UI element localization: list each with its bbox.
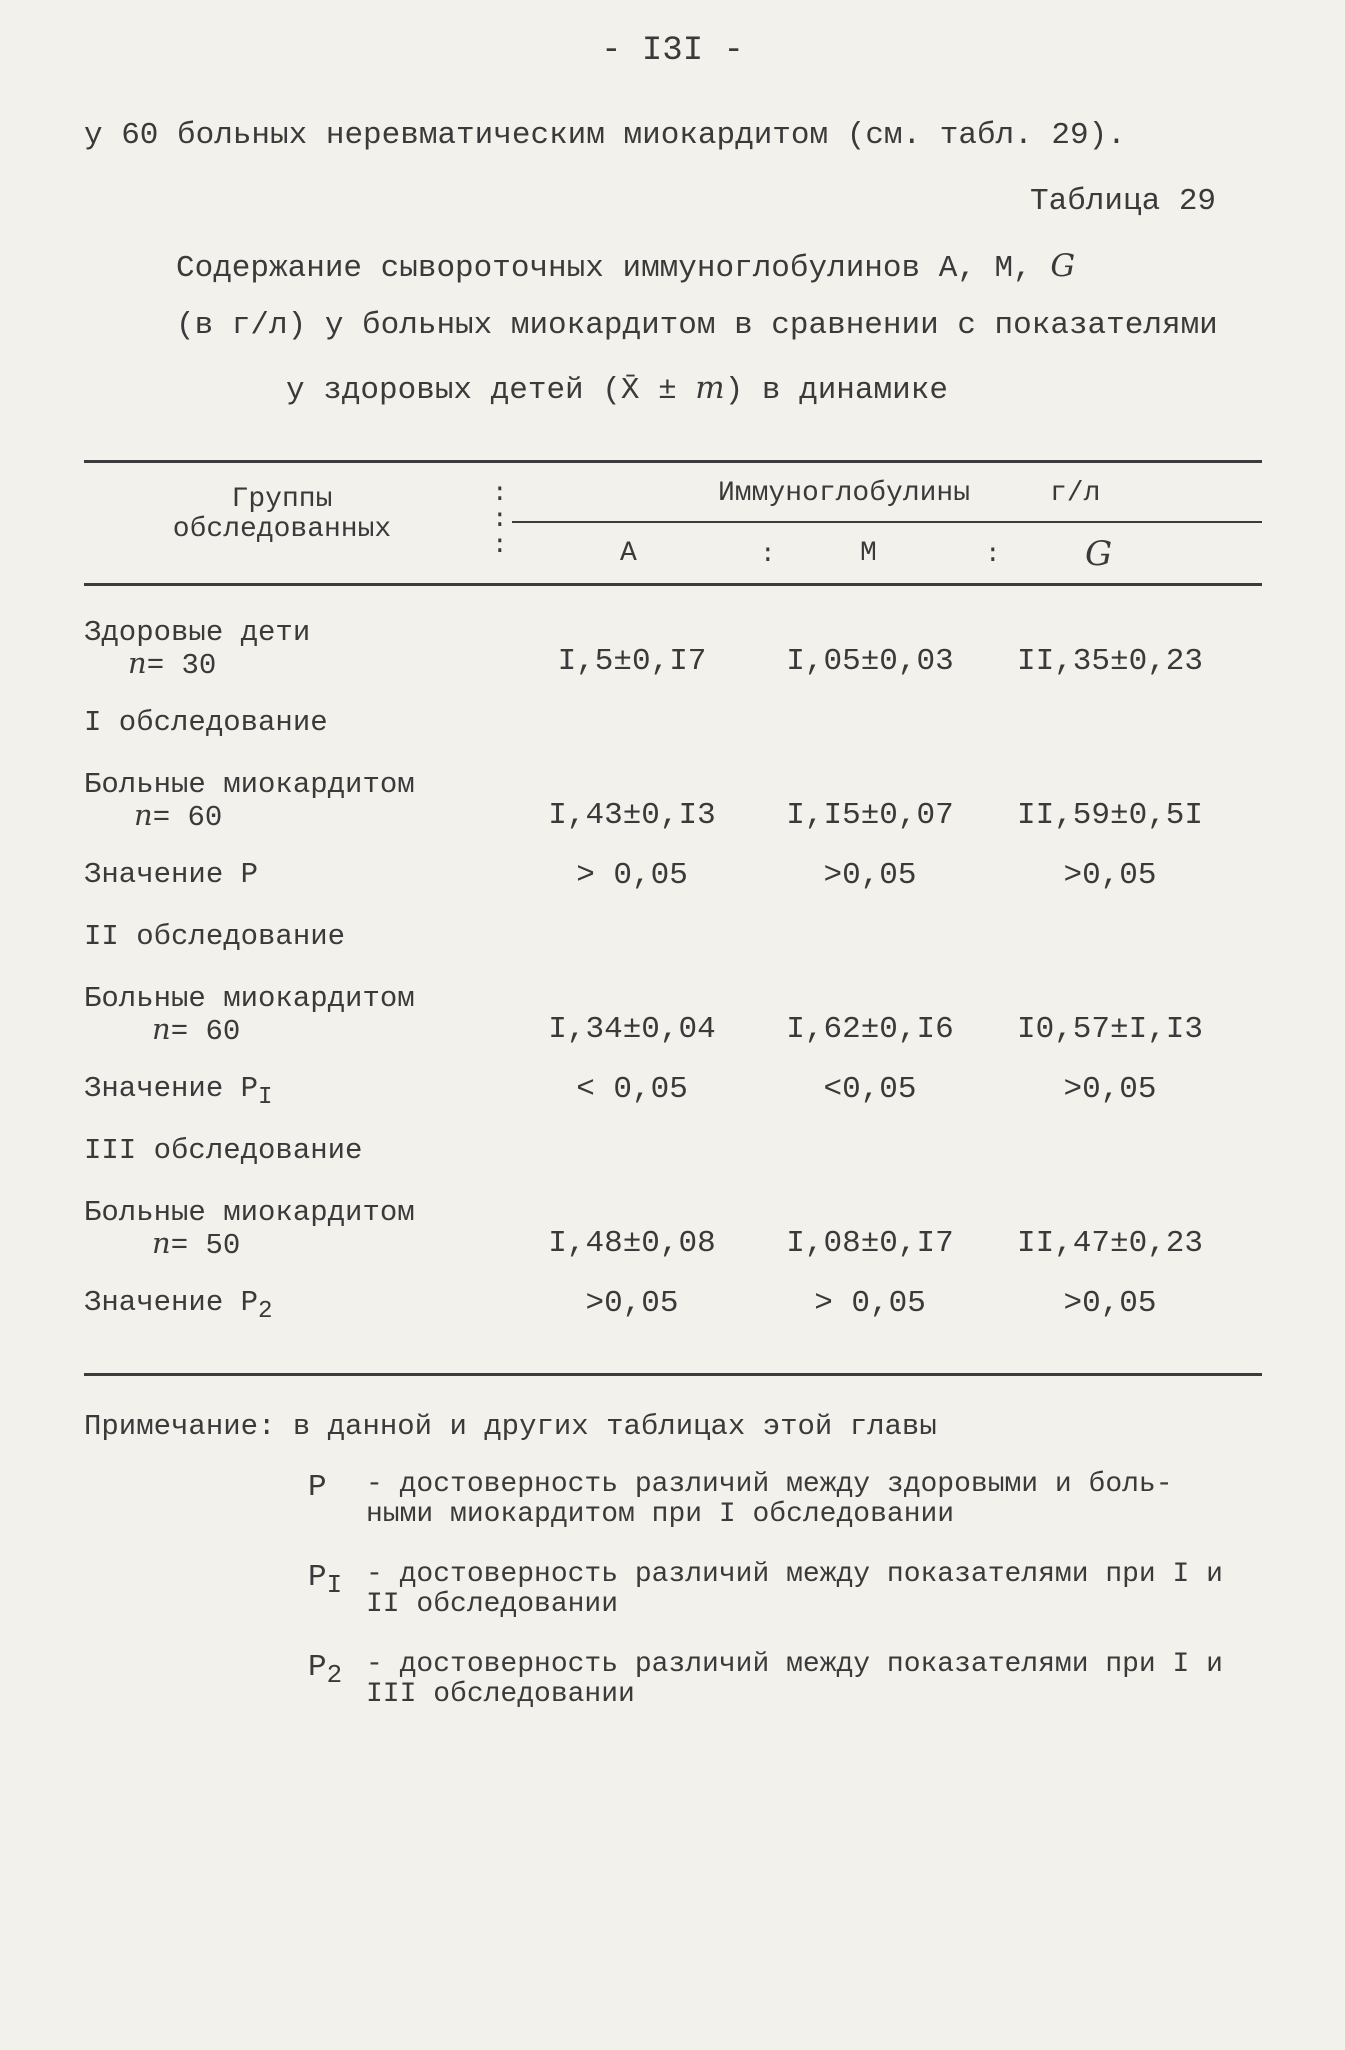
section-exam-2: II обследование	[84, 920, 346, 953]
header-immunoglobulins: Иммуноглобулины	[718, 478, 971, 509]
header-col-separator-2: :	[985, 539, 1001, 569]
caption-pm: ±	[639, 373, 696, 408]
caption-line-3	[286, 370, 948, 408]
note-3-sym: P	[308, 1650, 327, 1685]
row-healthy-n	[128, 646, 216, 682]
note-3-symbol	[308, 1650, 342, 1690]
cell-healthy-a: I,5±0,I7	[557, 644, 707, 679]
table-label: Таблица 29	[1030, 184, 1217, 219]
caption-line-3-post: ) в динамике	[724, 373, 948, 408]
p1-label-sub: I	[258, 1083, 273, 1111]
row-p1-label	[84, 1072, 273, 1111]
caption-line-1	[176, 248, 1075, 286]
cell-exam1-g: II,59±0,5I	[1016, 798, 1204, 833]
cell-exam2-a: I,34±0,04	[548, 1012, 716, 1047]
cell-exam1-a: I,43±0,I3	[548, 798, 716, 833]
cell-p2-g: >0,05	[1063, 1286, 1157, 1321]
header-groups	[84, 485, 480, 545]
caption-m-symbol: m	[695, 370, 725, 406]
cell-exam3-a: I,48±0,08	[548, 1226, 716, 1261]
cell-p2-m: > 0,05	[814, 1286, 926, 1321]
cell-p1-g: >0,05	[1063, 1072, 1157, 1107]
row-p2-label	[84, 1286, 273, 1325]
table-top-rule	[84, 460, 1262, 463]
note-3-text: - достоверность различий между показателями при I и III обследовании	[366, 1649, 1223, 1710]
caption-line-2: (в г/л) у больных миокардитом в сравнении с показателями	[176, 308, 1218, 343]
p1-label-text: Значение P	[84, 1072, 259, 1105]
intro-line: у 60 больных неревматическим миокардитом (см. табл. 29).	[84, 118, 1126, 153]
p-label-text: Значение P	[84, 858, 259, 891]
header-bottom-rule	[84, 583, 1262, 586]
n-value: = 50	[170, 1229, 241, 1262]
row-exam1-label: Больные миокардитом	[84, 768, 415, 801]
header-unit: г/л	[1050, 478, 1101, 509]
cell-p-a: > 0,05	[576, 858, 688, 893]
cell-p2-a: >0,05	[585, 1286, 679, 1321]
note-2-sub: I	[326, 1570, 343, 1601]
header-groups-line-2: обследованных	[172, 514, 392, 545]
cell-p-g: >0,05	[1063, 858, 1157, 893]
header-col-separator-1: :	[760, 539, 776, 569]
row-exam3-label: Больные миокардитом	[84, 1196, 415, 1229]
cell-exam1-m: I,I5±0,07	[786, 798, 954, 833]
p2-label-text: Значение P	[84, 1286, 259, 1319]
page-number: - I3I -	[601, 32, 744, 70]
cell-healthy-g: II,35±0,23	[1016, 644, 1204, 679]
cell-p1-m: <0,05	[823, 1072, 917, 1107]
note-3-sub: 2	[326, 1660, 343, 1691]
note-2-symbol	[308, 1560, 342, 1600]
header-col-a: А	[620, 538, 637, 569]
section-exam-3: III обследование	[84, 1134, 363, 1167]
header-col-m: М	[860, 538, 877, 569]
note-1-text: - достоверность различий между здоровыми и боль-ными миокардитом при I обследовании	[366, 1469, 1173, 1530]
header-groups-line-1: Группы	[231, 484, 333, 515]
note-1-sym: P	[308, 1470, 327, 1505]
note-title: Примечание: в данной и других таблицах этой главы	[84, 1410, 937, 1443]
cell-exam3-g: II,47±0,23	[1016, 1226, 1204, 1261]
row-exam2-n	[152, 1012, 240, 1048]
n-symbol: n	[128, 646, 147, 680]
cell-p-m: >0,05	[823, 858, 917, 893]
header-mid-rule	[512, 521, 1262, 523]
header-col-g: G	[1085, 534, 1113, 574]
note-2-text: - достоверность различий между показателями при I и II обследовании	[366, 1559, 1223, 1620]
note-2-sym: P	[308, 1560, 327, 1595]
header-separator: : : :	[492, 478, 508, 560]
n-symbol: n	[152, 1226, 171, 1260]
table-bottom-rule	[84, 1373, 1262, 1376]
note-1-symbol	[308, 1470, 327, 1510]
row-exam2-label: Больные миокардитом	[84, 982, 415, 1015]
n-value: = 30	[146, 649, 217, 682]
n-value: = 60	[152, 801, 223, 834]
row-exam3-n	[152, 1226, 240, 1262]
row-healthy-label: Здоровые дети	[84, 616, 311, 649]
caption-line-1-text: Содержание сывороточных иммуноглобулинов А, М,	[176, 251, 1032, 286]
n-symbol: n	[152, 1012, 171, 1046]
cell-healthy-m: I,05±0,03	[786, 644, 954, 679]
cell-exam2-m: I,62±0,I6	[786, 1012, 954, 1047]
cell-p1-a: < 0,05	[576, 1072, 688, 1107]
caption-gamma-symbol: G	[1050, 248, 1076, 284]
cell-exam3-m: I,08±0,I7	[786, 1226, 954, 1261]
row-exam1-n	[134, 798, 222, 834]
section-exam-1: I обследование	[84, 706, 328, 739]
row-p-label	[84, 858, 258, 897]
cell-exam2-g: I0,57±I,I3	[1016, 1012, 1204, 1047]
n-symbol: n	[134, 798, 153, 832]
n-value: = 60	[170, 1015, 241, 1048]
caption-xbar: X̄	[620, 373, 640, 408]
caption-line-3-pre: у здоровых детей (	[286, 373, 621, 408]
p2-label-sub: 2	[258, 1297, 273, 1325]
